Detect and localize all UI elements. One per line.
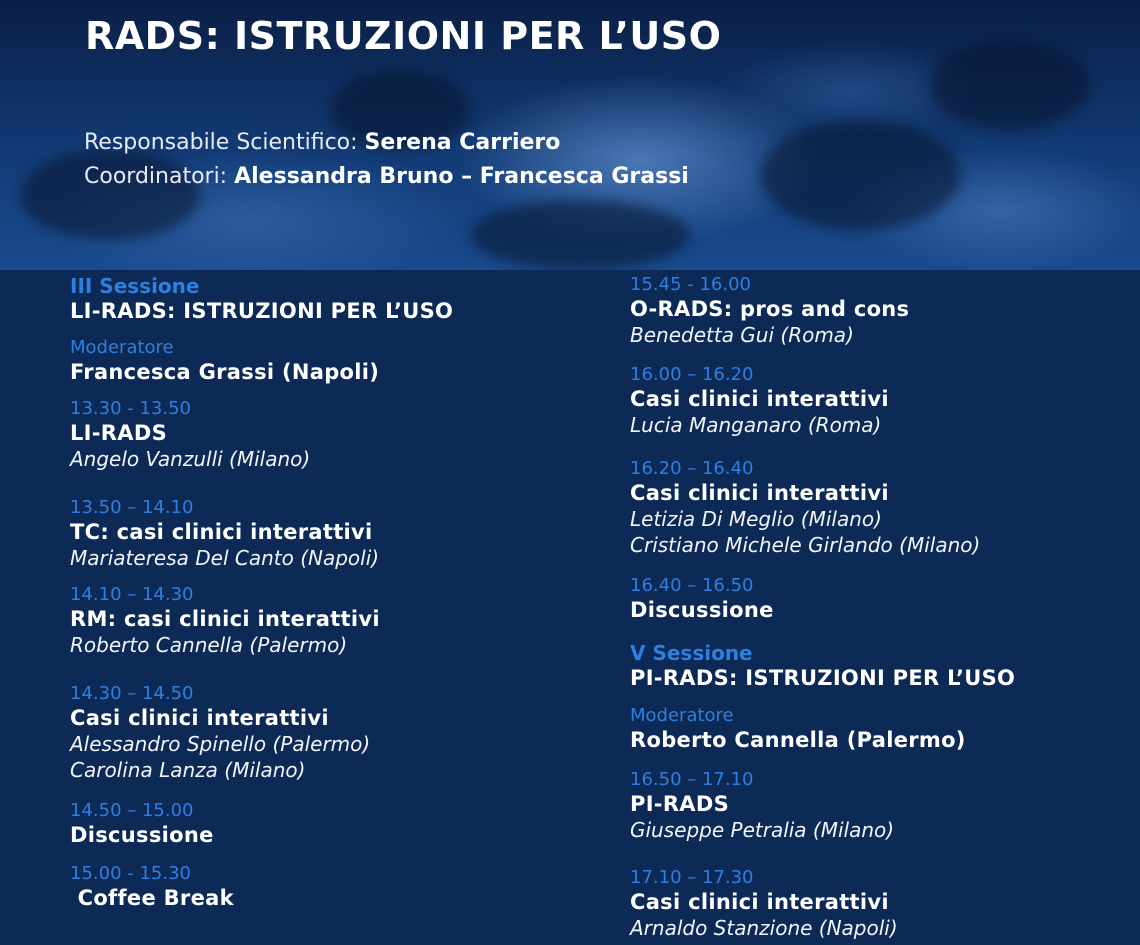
session-label: V Sessione: [630, 641, 753, 665]
item-speaker: Mariateresa Del Canto (Napoli): [70, 546, 380, 570]
program-item: [630, 769, 1130, 843]
item-title: PI-RADS: [630, 792, 729, 816]
item-title: Coffee Break: [70, 886, 234, 910]
item-time: 15.45 - 16.00: [630, 274, 751, 295]
item-speaker: Arnaldo Stanzione (Napoli): [630, 916, 898, 940]
moderator-label: Moderatore: [630, 705, 734, 726]
item-speaker: Benedetta Gui (Roma): [630, 323, 854, 347]
item-time: 13.50 – 14.10: [70, 497, 194, 518]
moderator-name: Roberto Cannella (Palermo): [630, 728, 966, 752]
program-item: [70, 683, 590, 783]
audience-silhouette: [930, 40, 1090, 130]
moderator-block: [70, 337, 590, 385]
moderator-block: [630, 705, 1130, 753]
session-header: [630, 641, 1130, 691]
item-speaker: Alessandro Spinello (Palermo): [70, 732, 371, 756]
responsabile-line: [84, 130, 560, 155]
program-item: [70, 497, 590, 571]
item-title: Casi clinici interattivi: [630, 387, 889, 411]
program-item: [630, 867, 1130, 941]
session-title: LI-RADS: ISTRUZIONI PER L’USO: [70, 299, 454, 323]
item-time: 16.40 – 16.50: [630, 575, 754, 596]
program-item: [630, 274, 1130, 348]
item-time: 15.00 - 15.30: [70, 863, 191, 884]
session-title: PI-RADS: ISTRUZIONI PER L’USO: [630, 666, 1016, 690]
item-title: Casi clinici interattivi: [630, 481, 889, 505]
program-item: [70, 800, 590, 848]
program-item: [70, 584, 590, 658]
item-time: 14.50 – 15.00: [70, 800, 194, 821]
right-program-column: [630, 274, 1130, 941]
item-time: 14.30 – 14.50: [70, 683, 194, 704]
program-item: [630, 575, 1130, 623]
item-speaker: Giuseppe Petralia (Milano): [630, 818, 895, 842]
item-speaker: Angelo Vanzulli (Milano): [70, 447, 311, 471]
item-speaker: Roberto Cannella (Palermo): [70, 633, 348, 657]
moderator-label: Moderatore: [70, 337, 174, 358]
responsabile-name: Serena Carriero: [364, 130, 561, 155]
item-speaker: Letizia Di Meglio (Milano): [630, 507, 882, 531]
moderator-name: Francesca Grassi (Napoli): [70, 360, 380, 384]
item-time: 13.30 - 13.50: [70, 398, 191, 419]
item-title: Casi clinici interattivi: [630, 890, 889, 914]
hero-banner: [0, 0, 1140, 270]
item-title: Discussione: [70, 823, 214, 847]
item-speaker: Lucia Manganaro (Roma): [630, 413, 882, 437]
item-title: TC: casi clinici interattivi: [70, 520, 373, 544]
audience-silhouette: [470, 200, 690, 270]
session-header: [70, 274, 590, 324]
coordinatori-label: Coordinatori:: [84, 164, 228, 189]
item-title: O-RADS: pros and cons: [630, 297, 910, 321]
item-time: 14.10 – 14.30: [70, 584, 194, 605]
program-item: [70, 398, 590, 472]
item-speaker: Cristiano Michele Girlando (Milano): [630, 533, 981, 557]
page-title: RADS: ISTRUZIONI PER L’USO: [85, 14, 722, 58]
coordinatori-names: Alessandra Bruno – Francesca Grassi: [234, 164, 689, 189]
program-item: [70, 863, 590, 911]
item-time: 16.20 – 16.40: [630, 458, 754, 479]
item-title: RM: casi clinici interattivi: [70, 607, 380, 631]
program-item: [630, 458, 1130, 558]
coordinatori-line: [84, 164, 689, 189]
item-time: 16.00 – 16.20: [630, 364, 754, 385]
left-program-column: [70, 274, 590, 911]
program-item: [630, 364, 1130, 438]
item-title: Discussione: [630, 598, 774, 622]
session-label: III Sessione: [70, 274, 200, 298]
item-time: 16.50 – 17.10: [630, 769, 754, 790]
item-title: Casi clinici interattivi: [70, 706, 329, 730]
item-title: LI-RADS: [70, 421, 167, 445]
responsabile-label: Responsabile Scientifico:: [84, 130, 358, 155]
item-speaker: Carolina Lanza (Milano): [70, 758, 306, 782]
audience-silhouette: [760, 120, 960, 230]
item-time: 17.10 – 17.30: [630, 867, 754, 888]
